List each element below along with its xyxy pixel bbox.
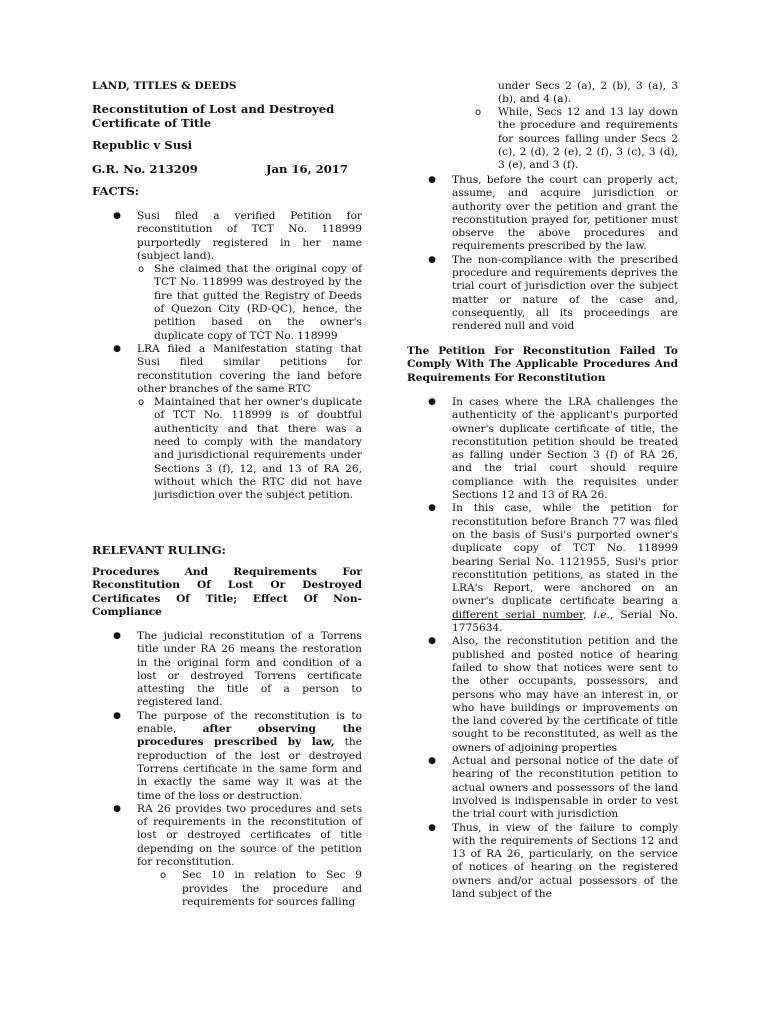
- section2-paragraph: Actual and personal notice of the date of hearing of the reconstitution petition to actual owners and possessors of the land involved is indispensable in order to vest the trial court with jurisdiction: [452, 755, 678, 821]
- list-item: [407, 254, 678, 334]
- category-heading: LAND, TITLES & DEEDS: [92, 80, 237, 92]
- section2-paragraph-part: In this case, while the petition for reconstitution before Branch 77 was filed on the basis of Susi's purported owner's duplicate copy of TCT No. 118999 bearing Serial No. 1121955, Susi's prior reconstitution petitions, as stated in the LRA's Report, were anchored on an owner's duplicate certificate bearing a: [452, 502, 678, 608]
- bullet-icon: ●: [113, 710, 121, 721]
- ruling-list: [92, 630, 362, 909]
- ruling-paragraph: The non-compliance with the prescribed procedure and requirements deprives the trial court of jurisdiction over the subject matter or nature of the case and, consequently, all its proceedings are rendered null and void: [452, 253, 678, 333]
- sub1-continuation: [498, 80, 678, 107]
- right-column: [407, 0, 678, 900]
- facts-label: FACTS:: [92, 184, 140, 198]
- bullet-icon: ●: [428, 756, 436, 767]
- section2-list: [407, 396, 678, 901]
- list-item: [92, 210, 362, 263]
- bullet-icon: ●: [428, 503, 436, 514]
- case-number-line: [92, 163, 362, 176]
- gr-number: G.R. No. 213209: [92, 162, 198, 176]
- facts-list: [92, 210, 362, 503]
- circle-bullet-icon: o: [138, 264, 145, 276]
- list-item: [407, 755, 678, 821]
- underlined-text: different serial number: [452, 608, 584, 621]
- section-heading: The Petition For Reconstitution Failed To Comply With The Applicable Procedures And Requirements For Reconstitution: [407, 345, 678, 384]
- list-item: [407, 822, 678, 902]
- fact-text: LRA filed a Manifestation stating that Susi filed similar petitions for reconstitution covering the land before other branches of the same RTC: [137, 342, 362, 395]
- list-item: [92, 343, 362, 396]
- fact-subtext: Maintained that her owner's duplicate of TCT No. 118999 is of doubtful authenticity and that there was a need to comply with the mandatory and jurisdictional requirements under Sections 3 (f), 12, and 13 of RA 26, without which the RTC did not have jurisdiction over the subject petition.: [154, 396, 362, 502]
- ruling-paragraph: Thus, before the court can properly act, assume, and acquire jurisdiction or authority over the petition and grant the reconstitution prayed for, petitioner must observe the above procedures and requirements prescribed by the law.: [452, 174, 678, 253]
- circle-bullet-icon: o: [138, 397, 145, 409]
- list-item: [92, 710, 362, 803]
- bullet-icon: ●: [428, 822, 436, 833]
- ruling-subparagraph-continuation: under Secs 2 (a), 2 (b), 3 (a), 3 (b), and 4 (a).: [498, 80, 678, 106]
- section2-paragraph: In cases where the LRA challenges the authenticity of the applicant's purported owner's duplicate certificate of title, the reconstitution petition should be treated as falling under Section 3 (f) of RA 26, and the trial court should require compliance with the requisites under Sections 12 and 13 of RA 26.: [452, 396, 678, 502]
- list-item: [407, 635, 678, 755]
- case-date: Jan 16, 2017: [266, 162, 348, 176]
- topic-line-1: Reconstitution of Lost and Destroyed: [92, 102, 335, 116]
- circle-bullet-icon: o: [475, 107, 482, 118]
- topic-line-2: Certificate of Title: [92, 116, 212, 130]
- ruling-subheading: Procedures And Requirements For Reconstitution Of Lost Or Destroyed Certificates Of Title; Effect Of Non-Compliance: [92, 566, 362, 618]
- section2-paragraph: Thus, in view of the failure to comply with the requirements of Sections 12 and 13 of RA 26, particularly, on the service of notices of hearing on the registered owners and/or actual possessors of the land subject of the: [452, 821, 678, 900]
- list-item: [407, 106, 678, 172]
- bullet-icon: ●: [428, 254, 436, 265]
- bullet-icon: ●: [113, 211, 121, 221]
- section2-paragraph-part: Serial No. 1775634.: [452, 608, 678, 635]
- bullet-icon: ●: [113, 803, 121, 814]
- section2-paragraph: Also, the reconstitution petition and the published and posted notice of hearing failed to show that notices were sent to the other occupants, possessors, and persons who may have an interest in, or who have buildings or improvements on the land covered by the certificate of title sought to be reconstituted, as well as the owners of adjoining properties: [452, 635, 678, 754]
- fact-text: Susi filed a verified Petition for reconstitution of TCT No. 118999 purportedly registered in her name (subject land).: [137, 210, 362, 262]
- topic-title: [92, 102, 334, 130]
- list-item: [92, 803, 362, 869]
- bullet-icon: ●: [113, 343, 121, 354]
- ruling-paragraph: The judicial reconstitution of a Torrens title under RA 26 means the restoration in the original form and condition of a lost or destroyed Torrens certificate attesting the title of a person to registered land.: [137, 630, 362, 709]
- fact-subtext: She claimed that the original copy of TCT No. 118999 was destroyed by the fire that gutted the Registry of Deeds of Quezon City (RD-QC), hence, the petition based on the owner's duplicate copy of TCT No. 118999: [154, 263, 362, 342]
- list-item: [92, 263, 362, 343]
- section2-paragraph-part: ,: [583, 608, 594, 621]
- list-item: [407, 396, 678, 502]
- italic-text: i.e.,: [593, 608, 614, 621]
- list-item: [407, 174, 678, 254]
- ruling-emphasis: after observing the procedures prescribed by law,: [137, 723, 362, 749]
- ruling-label: RELEVANT RULING:: [92, 543, 226, 557]
- bullet-icon: ●: [428, 175, 436, 185]
- ruling-paragraph: RA 26 provides two procedures and sets of requirements in the reconstitution of lost or destroyed certificates of title depending on the source of the petition for reconstitution.: [137, 802, 362, 869]
- ruling-subparagraph: Sec 10 in relation to Sec 9 provides the procedure and requirements for sources falling: [182, 869, 362, 908]
- ruling-paragraph-part: The purpose of the reconstitution is to enable,: [137, 709, 362, 736]
- list-item: [92, 630, 362, 710]
- case-name: Republic v Susi: [92, 138, 193, 152]
- ruling-subparagraph: While, Secs 12 and 13 lay down the procedure and requirements for sources falling under Secs 2 (c), 2 (d), 2 (e), 2 (f), 3 (c), 3 (d), 3 (e), and 3 (f).: [498, 106, 678, 172]
- list-item: [92, 396, 362, 502]
- bullet-icon: ●: [428, 636, 436, 647]
- ruling-paragraph-part: the reproduction of the lost or destroyed Torrens certificate in the same form and in exactly the same way it was at the time of the loss or destruction.: [137, 736, 362, 802]
- list-item: [407, 502, 678, 635]
- bullet-icon: ●: [113, 631, 121, 641]
- bullet-icon: ●: [428, 397, 436, 407]
- circle-bullet-icon: o: [160, 870, 167, 882]
- list-item: [92, 869, 362, 909]
- ruling-list-cont: [407, 174, 678, 334]
